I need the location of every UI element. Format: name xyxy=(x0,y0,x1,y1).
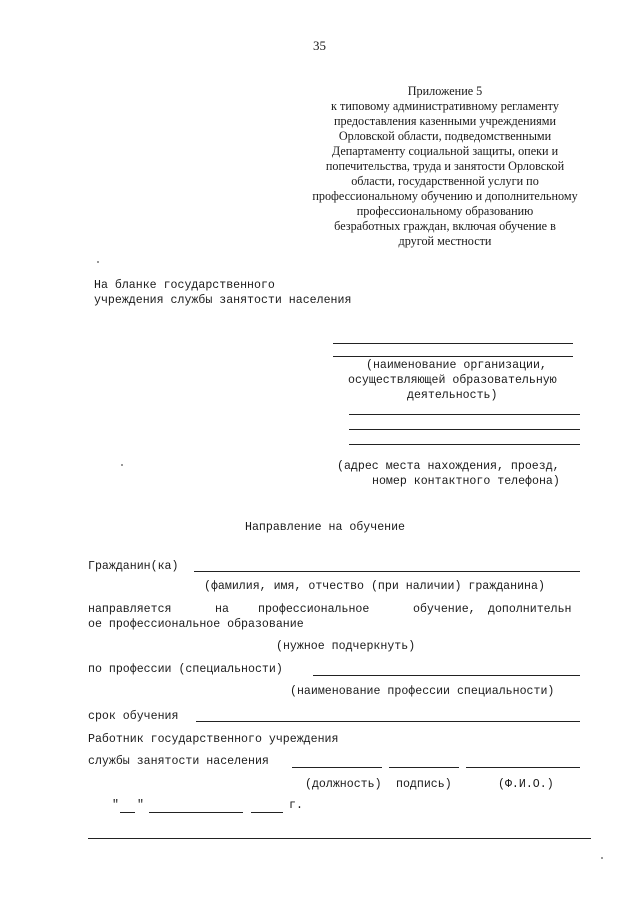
profession-line xyxy=(313,675,580,676)
organization-caption: (наименование организации, xyxy=(366,359,547,372)
full-name-line xyxy=(466,767,580,768)
directed-line: ое профессиональное образование xyxy=(88,618,304,631)
address-caption: (адрес места нахождения, проезд, xyxy=(337,460,560,473)
citizen-caption: (фамилия, имя, отчество (при наличии) гражданина) xyxy=(204,580,545,593)
appendix-line: попечительства, труда и занятости Орловской xyxy=(325,159,565,173)
directed-word: на xyxy=(215,603,229,616)
organization-name-line xyxy=(333,356,573,357)
profession-label: по профессии (специальности) xyxy=(88,663,283,676)
appendix-header xyxy=(300,84,590,249)
appendix-line: безработных граждан, включая обучение в xyxy=(334,219,556,233)
appendix-line: области, государственной услуги по xyxy=(351,174,539,188)
appendix-line: другой местности xyxy=(398,234,492,248)
year-suffix: г. xyxy=(289,799,303,812)
citizen-label: Гражданин(ка) xyxy=(88,560,179,573)
citizen-name-line xyxy=(194,571,580,572)
letterhead-line: На бланке государственного xyxy=(94,279,275,292)
scan-speck xyxy=(97,261,99,263)
directed-word: дополнительн xyxy=(488,603,572,616)
address-line xyxy=(349,444,580,445)
appendix-line: профессиональному обучению и дополнительному xyxy=(312,189,578,203)
term-line xyxy=(196,721,580,722)
date-day-line xyxy=(120,812,135,813)
date-year-line xyxy=(251,812,283,813)
appendix-line: предоставления казенными учреждениями xyxy=(333,114,557,128)
directed-word: направляется xyxy=(88,603,172,616)
organization-name-line xyxy=(333,343,573,344)
address-line xyxy=(349,414,580,415)
scan-speck xyxy=(601,857,603,859)
organization-caption: деятельность) xyxy=(407,389,498,402)
appendix-line: Орловской области, подведомственными xyxy=(338,129,552,143)
directed-word: обучение, xyxy=(413,603,476,616)
position-line xyxy=(292,767,382,768)
document-title: Направление на обучение xyxy=(245,521,406,534)
scan-speck xyxy=(121,464,123,466)
appendix-line: Приложение 5 xyxy=(407,84,483,98)
profession-caption: (наименование профессии специальности) xyxy=(290,685,555,698)
full-name-caption: (Ф.И.О.) xyxy=(498,778,554,791)
organization-caption: осуществляющей образовательную xyxy=(348,374,557,387)
directed-word: профессиональное xyxy=(258,603,370,616)
underline-note: (нужное подчеркнуть) xyxy=(276,640,416,653)
address-caption: номер контактного телефона) xyxy=(372,475,560,488)
term-label: срок обучения xyxy=(88,710,179,723)
date-month-line xyxy=(149,812,243,813)
signature-caption: подпись) xyxy=(396,778,452,791)
letterhead-line: учреждения службы занятости населения xyxy=(94,294,352,307)
worker-line: Работник государственного учреждения xyxy=(88,733,339,746)
appendix-line: профессиональному образованию xyxy=(356,204,534,218)
address-line xyxy=(349,429,580,430)
worker-line: службы занятости населения xyxy=(88,755,269,768)
date-quote-close: " xyxy=(137,799,144,812)
appendix-line: Департаменту социальной защиты, опеки и xyxy=(331,144,559,158)
date-quote-open: " xyxy=(112,799,119,812)
appendix-line: к типовому административному регламенту xyxy=(331,99,559,113)
bottom-rule xyxy=(88,838,591,839)
signature-line xyxy=(389,767,459,768)
position-caption: (должность) xyxy=(305,778,382,791)
page-number: 35 xyxy=(313,38,326,53)
